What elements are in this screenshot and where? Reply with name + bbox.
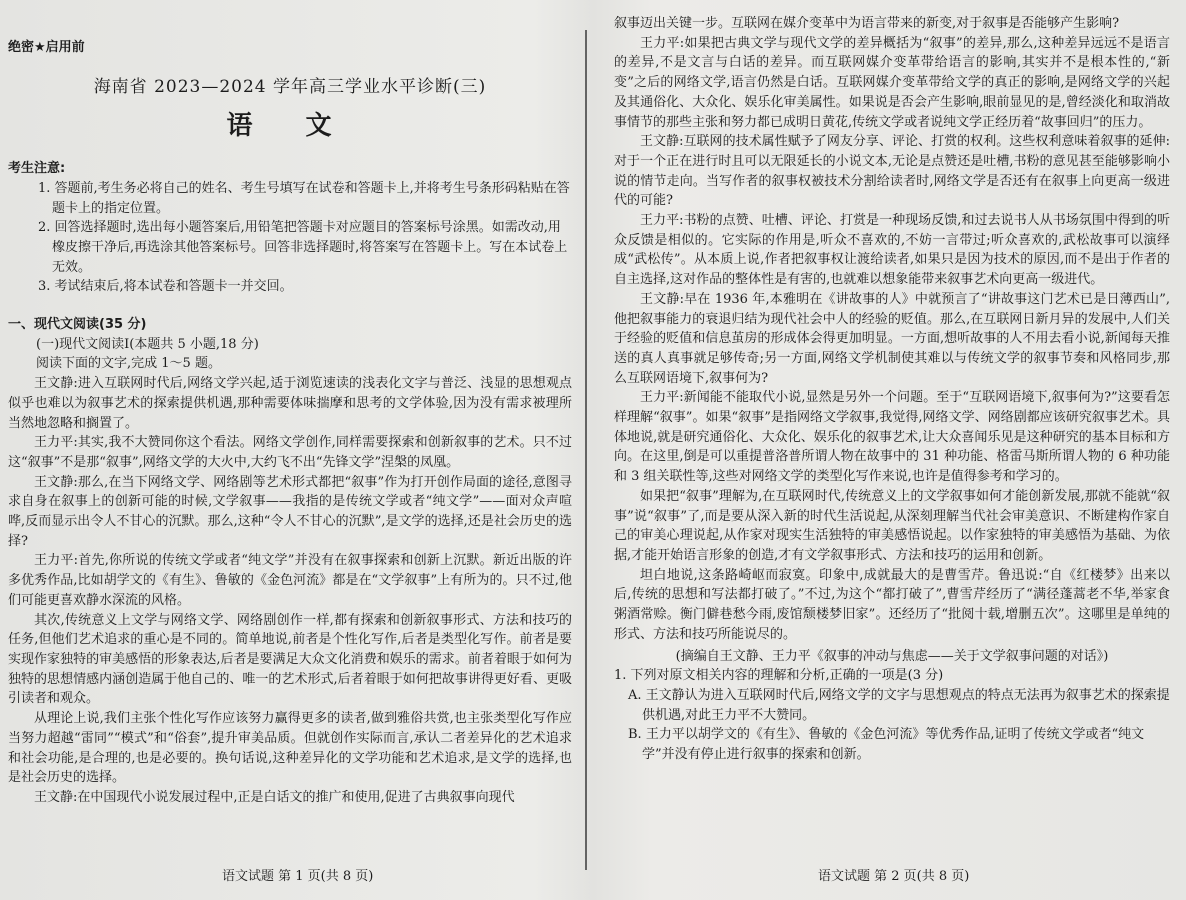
notice-list: [8, 179, 572, 297]
secret-mark: 绝密★启用前: [8, 40, 85, 55]
section-instruction: 阅读下面的文字,完成 1～5 题。: [36, 356, 221, 372]
exam-title: 海南省 2023—2024 学年高三学业水平诊断(三): [93, 76, 487, 97]
notice-heading: 考生注意:: [8, 161, 66, 177]
passage-paragraph: 王力平:新闻能不能取代小说,显然是另外一个问题。至于“互联网语境下,叙事何为?”这要看怎样理解“叙事”。如果“叙事”是指网络文学叙事,我觉得,网络文学、网络剧都应该研究叙事艺术。具体地说,就是研究通俗化、大众化、娱乐化的叙事艺术,让大众喜闻乐见是这种研究的基本目标和方向。在这里,倒是可以重提普洛普所谓人物在故事中的 31 种功能、格雷马斯所谓人物的 6 种功能和 3 组关联性等,这些对网络文学的类型化写作来说,也许是值得参考和学习的。: [614, 390, 1170, 485]
page-footer-right: 语文试题 第 2 页(共 8 页): [818, 869, 970, 884]
question-stem: 1. 下列对原文相关内容的理解和分析,正确的一项是(3 分): [614, 668, 944, 684]
passage-paragraph: 叙事迈出关键一步。互联网在媒介变革中为语言带来的新变,对于叙事是否能够产生影响?: [614, 16, 1120, 31]
source-citation: (摘编自王文静、王力平《叙事的冲动与焦虑——关于文学叙事问题的对话》): [675, 648, 1109, 664]
section-subtitle: (一)现代文阅读Ⅰ(本题共 5 小题,18 分): [36, 336, 259, 352]
question-option-a: A. 王文静认为进入互联网时代后,网络文学的文字与思想观点的特点无法再为叙事艺术的探索提供机遇,对此王力平不大赞同。: [628, 687, 1170, 723]
right-column: [614, 14, 1170, 765]
section-title: 一、现代文阅读(35 分): [8, 317, 147, 333]
passage-paragraph: 王文静:早在 1936 年,本雅明在《讲故事的人》中就预言了“讲故事这门艺术已是日薄西山”,他把叙事能力的衰退归结为现代社会中人的经验的贬值。那么,在互联网日新月异的发展中,人们关于经验的贬值和信息茧房的形成体会得更加明显。一方面,想听故事的人不用去看小说,新闻每天推送的真人真事就足够传奇;另一方面,网络文学机制使其难以与传统文学的叙事节奏和风格同步,那么互联网语境下,叙事何为?: [614, 291, 1170, 386]
passage-paragraph: 从理论上说,我们主张个性化写作应该努力赢得更多的读者,做到雅俗共赏,也主张类型化写作应当努力超越“雷同”“模式”和“俗套”,提升审美品质。但就创作实际而言,承认二者差异化的艺术追求和社会功能,是合理的,也是必要的。换句话说,这种差异化的文学功能和艺术追求,是文学的选择,也是社会历史的选择。: [8, 711, 572, 786]
passage-paragraph: 王力平:如果把古典文学与现代文学的差异概括为“叙事”的差异,那么,这种差异远远不是语言的差异,不是文言与白话的差异。而互联网媒介变革带给语言的影响,其实并不是根本性的,“新变”之后的网络文学,语言仍然是白话。互联网媒介变革带给文学的真正的影响,是网络文学的兴起及其通俗化、大众化、娱乐化审美属性。如果说是否会产生影响,眼前显见的是,曾经淡化和取消故事情节的那些主张和努力都已成明日黄花,传统文学或者说纯文学正经历着“故事回归”的压力。: [614, 35, 1170, 130]
subject-title: 语 文: [226, 111, 354, 142]
left-column: [8, 14, 572, 808]
passage-paragraph: 王文静:互联网的技术属性赋予了网友分享、评论、打赏的权利。这些权利意味着叙事的延伸:对于一个正在进行时且可以无限延长的小说文本,无论是点赞还是吐槽,书粉的意见甚至能够影响小说的情节走向。当写作者的叙事权被技术分割给读者时,网络文学是否还有在叙事上向更高一级进代的可能?: [614, 134, 1170, 209]
page-footer-left: 语文试题 第 1 页(共 8 页): [222, 869, 374, 884]
passage-paragraph: 王文静:进入互联网时代后,网络文学兴起,适于浏览速读的浅表化文字与普泛、浅显的思想观点似乎也难以为叙事艺术的探索提供机遇,那种需要体味揣摩和思考的文学体验,因为没有需求被理所当然地忽略和搁置了。: [8, 376, 572, 431]
notice-item: 2. 回答选择题时,选出每小题答案后,用铅笔把答题卡对应题目的答案标号涂黑。如需改动,用橡皮擦干净后,再选涂其他答案标号。回答非选择题时,将答案写在答题卡上。写在本试卷上无效。: [38, 220, 568, 275]
passage-paragraph: 王力平:书粉的点赞、吐槽、评论、打赏是一种现场反馈,和过去说书人从书场氛围中得到的听众反馈是相似的。它实际的作用是,听众不喜欢的,不妨一言带过;听众喜欢的,武松故事可以演绎成“武松传”。从本质上说,作者把叙事权让渡给读者,如果只是因为技术的原因,而不是出于作者的自主选择,这对作品的整体性是有害的,也就难以想象能带来叙事艺术向更高一级进代。: [614, 213, 1170, 288]
passage-paragraph: 如果把“叙事”理解为,在互联网时代,传统意义上的文学叙事如何才能创新发展,那就不能就“叙事”说“叙事”了,而是要从深入新的时代生活说起,从深刻理解当代社会审美意识、不断建构作家自己的审美心理说起,从作家对现实生活独特的审美感悟说起。以作家独特的审美感悟为基础、为依据,才能开始语言形象的创造,才有文学叙事形式、方法和技巧的运用和创新。: [614, 488, 1170, 563]
notice-item: 3. 考试结束后,将本试卷和答题卡一并交回。: [38, 279, 293, 295]
passage-paragraph: 坦白地说,这条路崎岖而寂寞。印象中,成就最大的是曹雪芹。鲁迅说:“自《红楼梦》出来以后,传统的思想和写法都打破了。”不过,为这个“都打破了”,曹雪芹经历了“满径蓬蒿老不华,举家食粥酒常赊。衡门僻巷愁今雨,废馆颓楼梦旧家”。还经历了“批阅十载,增删五次”。这哪里是单纯的形式、方法和技巧所能说尽的。: [614, 567, 1170, 642]
passage-paragraph: 王文静:在中国现代小说发展过程中,正是白话文的推广和使用,促进了古典叙事向现代: [34, 789, 515, 805]
question-option-b: B. 王力平以胡学文的《有生》、鲁敏的《金色河流》等优秀作品,证明了传统文学或者“纯文学”并没有停止进行叙事的探索和创新。: [628, 727, 1145, 763]
passage-paragraph: 王力平:首先,你所说的传统文学或者“纯文学”并没有在叙事探索和创新上沉默。新近出版的许多优秀作品,比如胡学文的《有生》、鲁敏的《金色河流》都是在“文学叙事”上有所为的。只不过,他们可能更喜欢静水深流的风格。: [8, 553, 572, 608]
passage-paragraph: 王力平:其实,我不大赞同你这个看法。网络文学创作,同样需要探索和创新叙事的艺术。只不过这“叙事”不是那“叙事”,网络文学的大火中,大约飞不出“先锋文学”涅槃的凤凰。: [8, 435, 572, 470]
notice-item: 1. 答题前,考生务必将自己的姓名、考生号填写在试卷和答题卡上,并将考生号条形码粘贴在答题卡上的指定位置。: [38, 180, 570, 216]
passage-paragraph: 王文静:那么,在当下网络文学、网络剧等艺术形式都把“叙事”作为打开创作局面的途径,意图寻求自身在叙事上的创新可能的时候,文学叙事——我指的是传统文学或者“纯文学”——面对众声喧哗,反而显示出令人不甘心的沉默。那么,这种“令人不甘心的沉默”,是文学的选择,还是社会历史的选择?: [8, 474, 572, 549]
passage-paragraph: 其次,传统意义上文学与网络文学、网络剧创作一样,都有探索和创新叙事形式、方法和技巧的任务,但他们艺术追求的重心是不同的。简单地说,前者是个性化写作,后者是类型化写作。前者是要实现作家独特的审美感悟的形象表达,后者是要满足大众文化消费和娱乐的需求。前者着眼于如何为独特的思想情感内涵创造属于他自己的、唯一的艺术形式,后者着眼于如何把故事讲得更好看、更吸引读者和观众。: [8, 612, 572, 707]
column-divider: [585, 30, 587, 870]
